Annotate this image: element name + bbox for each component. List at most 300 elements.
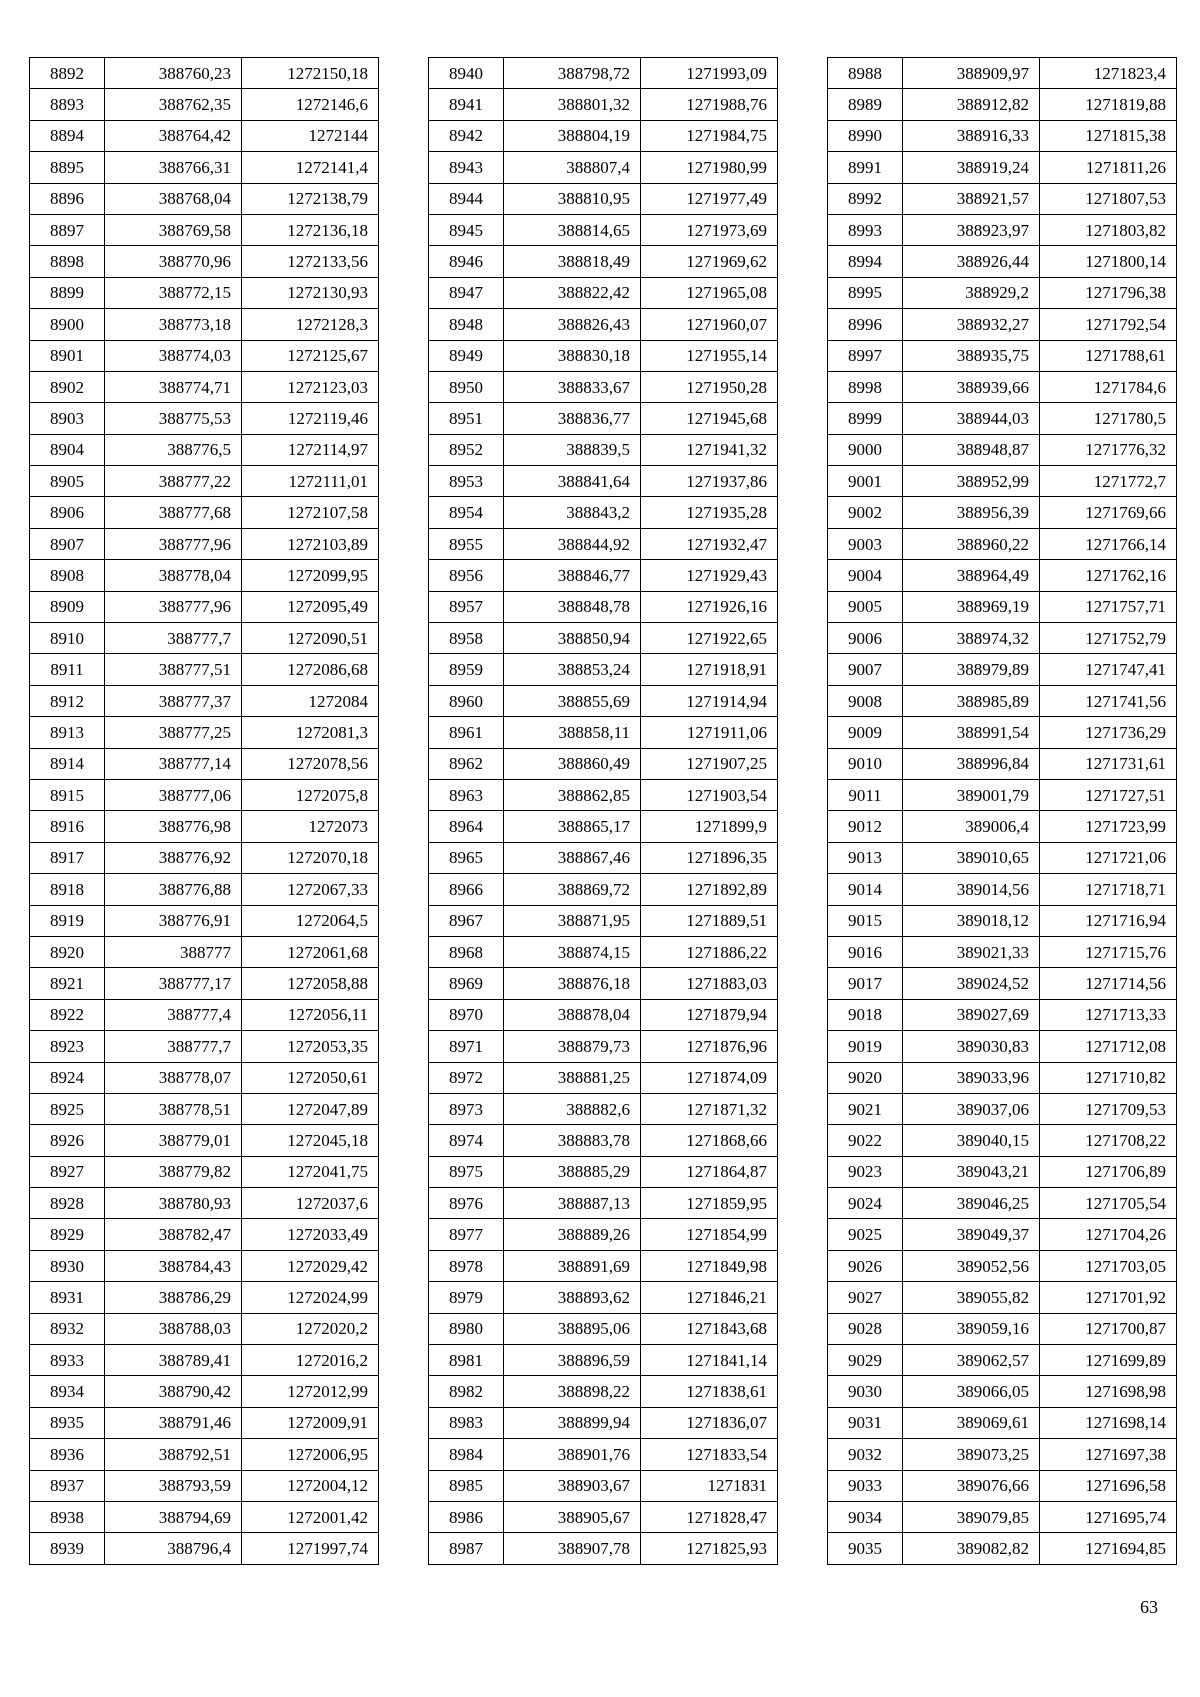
x-coordinate-cell: 388833,67 (504, 371, 641, 402)
table-row (828, 497, 1177, 528)
table-row (828, 1439, 1177, 1470)
table-row (30, 1439, 379, 1470)
table-row (429, 1533, 778, 1564)
x-coordinate-cell: 389040,15 (903, 1125, 1040, 1156)
x-coordinate-cell: 388777,06 (105, 779, 242, 810)
point-number-cell: 8912 (30, 685, 105, 716)
point-number-cell: 8990 (828, 120, 903, 151)
point-number-cell: 8921 (30, 968, 105, 999)
y-coordinate-cell: 1271741,56 (1040, 685, 1177, 716)
y-coordinate-cell: 1271704,26 (1040, 1219, 1177, 1250)
table-row (30, 528, 379, 559)
y-coordinate-cell: 1272141,4 (242, 152, 379, 183)
x-coordinate-cell: 388907,78 (504, 1533, 641, 1564)
table-row (828, 811, 1177, 842)
y-coordinate-cell: 1271993,09 (641, 58, 778, 89)
x-coordinate-cell: 388996,84 (903, 748, 1040, 779)
point-number-cell: 8994 (828, 246, 903, 277)
table-row (30, 1156, 379, 1187)
x-coordinate-cell: 388848,78 (504, 591, 641, 622)
table-row (429, 1439, 778, 1470)
y-coordinate-cell: 1272006,95 (242, 1439, 379, 1470)
y-coordinate-cell: 1272133,56 (242, 246, 379, 277)
table-row (828, 1031, 1177, 1062)
coordinate-table-3 (827, 57, 1177, 1565)
y-coordinate-cell: 1272061,68 (242, 936, 379, 967)
point-number-cell: 8985 (429, 1470, 504, 1501)
point-number-cell: 8964 (429, 811, 504, 842)
y-coordinate-cell: 1271721,06 (1040, 842, 1177, 873)
y-coordinate-cell: 1272029,42 (242, 1250, 379, 1281)
x-coordinate-cell: 388935,75 (903, 340, 1040, 371)
y-coordinate-cell: 1272125,67 (242, 340, 379, 371)
x-coordinate-cell: 388774,71 (105, 371, 242, 402)
coordinate-table-1 (29, 57, 379, 1565)
point-number-cell: 8945 (429, 214, 504, 245)
table-row (30, 246, 379, 277)
point-number-cell: 8954 (429, 497, 504, 528)
table-row (429, 623, 778, 654)
y-coordinate-cell: 1272073 (242, 811, 379, 842)
table-row (828, 528, 1177, 559)
point-number-cell: 8971 (429, 1031, 504, 1062)
table-row (828, 842, 1177, 873)
x-coordinate-cell: 388991,54 (903, 717, 1040, 748)
table-row (828, 1313, 1177, 1344)
y-coordinate-cell: 1271846,21 (641, 1282, 778, 1313)
x-coordinate-cell: 388853,24 (504, 654, 641, 685)
y-coordinate-cell: 1272128,3 (242, 309, 379, 340)
table-row (30, 1470, 379, 1501)
point-number-cell: 8980 (429, 1313, 504, 1344)
x-coordinate-cell: 389014,56 (903, 874, 1040, 905)
x-coordinate-cell: 388879,73 (504, 1031, 641, 1062)
point-number-cell: 8949 (429, 340, 504, 371)
y-coordinate-cell: 1272084 (242, 685, 379, 716)
x-coordinate-cell: 388850,94 (504, 623, 641, 654)
point-number-cell: 8941 (429, 89, 504, 120)
y-coordinate-cell: 1271757,71 (1040, 591, 1177, 622)
point-number-cell: 8952 (429, 434, 504, 465)
point-number-cell: 8950 (429, 371, 504, 402)
point-number-cell: 8927 (30, 1156, 105, 1187)
y-coordinate-cell: 1271955,14 (641, 340, 778, 371)
table-row (30, 434, 379, 465)
table-row (30, 497, 379, 528)
point-number-cell: 8932 (30, 1313, 105, 1344)
table-row (429, 89, 778, 120)
table-row (429, 936, 778, 967)
point-number-cell: 8942 (429, 120, 504, 151)
point-number-cell: 8894 (30, 120, 105, 151)
y-coordinate-cell: 1271854,99 (641, 1219, 778, 1250)
point-number-cell: 9013 (828, 842, 903, 873)
point-number-cell: 8928 (30, 1188, 105, 1219)
x-coordinate-cell: 389033,96 (903, 1062, 1040, 1093)
x-coordinate-cell: 388869,72 (504, 874, 641, 905)
x-coordinate-cell: 389046,25 (903, 1188, 1040, 1219)
x-coordinate-cell: 388807,4 (504, 152, 641, 183)
table-row (30, 1219, 379, 1250)
y-coordinate-cell: 1271889,51 (641, 905, 778, 936)
x-coordinate-cell: 388801,32 (504, 89, 641, 120)
table-row (429, 434, 778, 465)
table-row (828, 120, 1177, 151)
point-number-cell: 9000 (828, 434, 903, 465)
point-number-cell: 9012 (828, 811, 903, 842)
y-coordinate-cell: 1271715,76 (1040, 936, 1177, 967)
table-row (30, 842, 379, 873)
y-coordinate-cell: 1271710,82 (1040, 1062, 1177, 1093)
point-number-cell: 8956 (429, 560, 504, 591)
x-coordinate-cell: 388776,92 (105, 842, 242, 873)
table-row (429, 560, 778, 591)
y-coordinate-cell: 1272075,8 (242, 779, 379, 810)
point-number-cell: 8961 (429, 717, 504, 748)
y-coordinate-cell: 1272041,75 (242, 1156, 379, 1187)
table-row (30, 654, 379, 685)
x-coordinate-cell: 389030,83 (903, 1031, 1040, 1062)
x-coordinate-cell: 388764,42 (105, 120, 242, 151)
x-coordinate-cell: 388818,49 (504, 246, 641, 277)
y-coordinate-cell: 1272033,49 (242, 1219, 379, 1250)
y-coordinate-cell: 1271883,03 (641, 968, 778, 999)
x-coordinate-cell: 388878,04 (504, 999, 641, 1030)
table-row (30, 874, 379, 905)
x-coordinate-cell: 388777,51 (105, 654, 242, 685)
y-coordinate-cell: 1272095,49 (242, 591, 379, 622)
y-coordinate-cell: 1271788,61 (1040, 340, 1177, 371)
y-coordinate-cell: 1271752,79 (1040, 623, 1177, 654)
y-coordinate-cell: 1271784,6 (1040, 371, 1177, 402)
y-coordinate-cell: 1272123,03 (242, 371, 379, 402)
table-row (429, 999, 778, 1030)
point-number-cell: 8908 (30, 560, 105, 591)
point-number-cell: 9009 (828, 717, 903, 748)
table-row (828, 246, 1177, 277)
y-coordinate-cell: 1272009,91 (242, 1407, 379, 1438)
table-row (429, 654, 778, 685)
y-coordinate-cell: 1272130,93 (242, 277, 379, 308)
y-coordinate-cell: 1271922,65 (641, 623, 778, 654)
y-coordinate-cell: 1271849,98 (641, 1250, 778, 1281)
y-coordinate-cell: 1272081,3 (242, 717, 379, 748)
x-coordinate-cell: 388952,99 (903, 466, 1040, 497)
y-coordinate-cell: 1271907,25 (641, 748, 778, 779)
point-number-cell: 8939 (30, 1533, 105, 1564)
point-number-cell: 8917 (30, 842, 105, 873)
table-row (429, 466, 778, 497)
x-coordinate-cell: 388830,18 (504, 340, 641, 371)
table-row (429, 58, 778, 89)
table-row (30, 1093, 379, 1124)
point-number-cell: 8904 (30, 434, 105, 465)
x-coordinate-cell: 388777,22 (105, 466, 242, 497)
table-row (828, 936, 1177, 967)
table-row (429, 497, 778, 528)
point-number-cell: 8938 (30, 1501, 105, 1532)
x-coordinate-cell: 388780,93 (105, 1188, 242, 1219)
table-row (828, 905, 1177, 936)
point-number-cell: 8975 (429, 1156, 504, 1187)
y-coordinate-cell: 1271698,98 (1040, 1376, 1177, 1407)
x-coordinate-cell: 388932,27 (903, 309, 1040, 340)
point-number-cell: 8933 (30, 1345, 105, 1376)
y-coordinate-cell: 1271694,85 (1040, 1533, 1177, 1564)
x-coordinate-cell: 388916,33 (903, 120, 1040, 151)
table-row (30, 309, 379, 340)
point-number-cell: 8991 (828, 152, 903, 183)
table-row (828, 434, 1177, 465)
point-number-cell: 9015 (828, 905, 903, 936)
point-number-cell: 8959 (429, 654, 504, 685)
table-row (828, 1533, 1177, 1564)
point-number-cell: 8909 (30, 591, 105, 622)
point-number-cell: 8983 (429, 1407, 504, 1438)
x-coordinate-cell: 388882,6 (504, 1093, 641, 1124)
table-row (828, 623, 1177, 654)
point-number-cell: 8984 (429, 1439, 504, 1470)
y-coordinate-cell: 1271950,28 (641, 371, 778, 402)
y-coordinate-cell: 1271965,08 (641, 277, 778, 308)
point-number-cell: 8907 (30, 528, 105, 559)
x-coordinate-cell: 388909,97 (903, 58, 1040, 89)
table-row (429, 1250, 778, 1281)
point-number-cell: 8896 (30, 183, 105, 214)
y-coordinate-cell: 1271914,94 (641, 685, 778, 716)
page-number: 63 (1140, 1597, 1158, 1617)
point-number-cell: 8929 (30, 1219, 105, 1250)
x-coordinate-cell: 388885,29 (504, 1156, 641, 1187)
point-number-cell: 8947 (429, 277, 504, 308)
x-coordinate-cell: 388979,89 (903, 654, 1040, 685)
y-coordinate-cell: 1272086,68 (242, 654, 379, 685)
point-number-cell: 8966 (429, 874, 504, 905)
x-coordinate-cell: 389001,79 (903, 779, 1040, 810)
table-row (30, 1533, 379, 1564)
x-coordinate-cell: 388895,06 (504, 1313, 641, 1344)
table-row (828, 1156, 1177, 1187)
x-coordinate-cell: 388814,65 (504, 214, 641, 245)
point-number-cell: 8973 (429, 1093, 504, 1124)
point-number-cell: 8965 (429, 842, 504, 873)
x-coordinate-cell: 388839,5 (504, 434, 641, 465)
x-coordinate-cell: 388903,67 (504, 1470, 641, 1501)
y-coordinate-cell: 1271977,49 (641, 183, 778, 214)
table-row (30, 1407, 379, 1438)
x-coordinate-cell: 388896,59 (504, 1345, 641, 1376)
point-number-cell: 8972 (429, 1062, 504, 1093)
y-coordinate-cell: 1271705,54 (1040, 1188, 1177, 1219)
point-number-cell: 9018 (828, 999, 903, 1030)
table-row (429, 340, 778, 371)
point-number-cell: 9024 (828, 1188, 903, 1219)
coordinate-table-2 (428, 57, 778, 1565)
table-row (429, 1125, 778, 1156)
table-row (30, 1313, 379, 1344)
table-row (828, 1219, 1177, 1250)
point-number-cell: 9032 (828, 1439, 903, 1470)
table-row (828, 340, 1177, 371)
table-row (828, 183, 1177, 214)
point-number-cell: 8902 (30, 371, 105, 402)
point-number-cell: 9021 (828, 1093, 903, 1124)
point-number-cell: 8997 (828, 340, 903, 371)
y-coordinate-cell: 1271899,9 (641, 811, 778, 842)
point-number-cell: 9007 (828, 654, 903, 685)
x-coordinate-cell: 388790,42 (105, 1376, 242, 1407)
table-row (429, 968, 778, 999)
table-row (429, 246, 778, 277)
x-coordinate-cell: 388855,69 (504, 685, 641, 716)
x-coordinate-cell: 388843,2 (504, 497, 641, 528)
point-number-cell: 8993 (828, 214, 903, 245)
table-row (429, 591, 778, 622)
x-coordinate-cell: 388786,29 (105, 1282, 242, 1313)
x-coordinate-cell: 388798,72 (504, 58, 641, 89)
point-number-cell: 9030 (828, 1376, 903, 1407)
y-coordinate-cell: 1271731,61 (1040, 748, 1177, 779)
point-number-cell: 8986 (429, 1501, 504, 1532)
x-coordinate-cell: 388836,77 (504, 403, 641, 434)
x-coordinate-cell: 388777,68 (105, 497, 242, 528)
table-row (828, 466, 1177, 497)
point-number-cell: 8958 (429, 623, 504, 654)
x-coordinate-cell: 388777,37 (105, 685, 242, 716)
y-coordinate-cell: 1271713,33 (1040, 999, 1177, 1030)
table-row (828, 1062, 1177, 1093)
table-row (429, 214, 778, 245)
point-number-cell: 8911 (30, 654, 105, 685)
point-number-cell: 8989 (828, 89, 903, 120)
point-number-cell: 8992 (828, 183, 903, 214)
y-coordinate-cell: 1272114,97 (242, 434, 379, 465)
x-coordinate-cell: 388865,17 (504, 811, 641, 842)
table-row (429, 1031, 778, 1062)
y-coordinate-cell: 1271960,07 (641, 309, 778, 340)
x-coordinate-cell: 388776,98 (105, 811, 242, 842)
x-coordinate-cell: 388929,2 (903, 277, 1040, 308)
point-number-cell: 9016 (828, 936, 903, 967)
y-coordinate-cell: 1271780,5 (1040, 403, 1177, 434)
point-number-cell: 9006 (828, 623, 903, 654)
point-number-cell: 9025 (828, 1219, 903, 1250)
point-number-cell: 8905 (30, 466, 105, 497)
point-number-cell: 8970 (429, 999, 504, 1030)
table-row (828, 654, 1177, 685)
point-number-cell: 8931 (30, 1282, 105, 1313)
point-number-cell: 8979 (429, 1282, 504, 1313)
x-coordinate-cell: 388777,4 (105, 999, 242, 1030)
y-coordinate-cell: 1271838,61 (641, 1376, 778, 1407)
table-row (429, 1062, 778, 1093)
table-row (429, 1282, 778, 1313)
y-coordinate-cell: 1272111,01 (242, 466, 379, 497)
x-coordinate-cell: 388887,13 (504, 1188, 641, 1219)
x-coordinate-cell: 389049,37 (903, 1219, 1040, 1250)
table-row (828, 403, 1177, 434)
y-coordinate-cell: 1271911,06 (641, 717, 778, 748)
point-number-cell: 9005 (828, 591, 903, 622)
point-number-cell: 9031 (828, 1407, 903, 1438)
table-row (30, 560, 379, 591)
x-coordinate-cell: 388778,04 (105, 560, 242, 591)
table-row (30, 371, 379, 402)
point-number-cell: 8913 (30, 717, 105, 748)
y-coordinate-cell: 1271706,89 (1040, 1156, 1177, 1187)
y-coordinate-cell: 1271831 (641, 1470, 778, 1501)
table-row (30, 905, 379, 936)
y-coordinate-cell: 1271723,99 (1040, 811, 1177, 842)
y-coordinate-cell: 1272016,2 (242, 1345, 379, 1376)
y-coordinate-cell: 1271700,87 (1040, 1313, 1177, 1344)
point-number-cell: 8930 (30, 1250, 105, 1281)
table-row (828, 779, 1177, 810)
table-row (828, 1093, 1177, 1124)
x-coordinate-cell: 388876,18 (504, 968, 641, 999)
x-coordinate-cell: 388926,44 (903, 246, 1040, 277)
table-row (30, 1376, 379, 1407)
x-coordinate-cell: 388762,35 (105, 89, 242, 120)
table-row (828, 1501, 1177, 1532)
y-coordinate-cell: 1272138,79 (242, 183, 379, 214)
x-coordinate-cell: 388974,32 (903, 623, 1040, 654)
x-coordinate-cell: 388777,7 (105, 623, 242, 654)
point-number-cell: 8948 (429, 309, 504, 340)
table-row (30, 1282, 379, 1313)
table-row (429, 811, 778, 842)
x-coordinate-cell: 389055,82 (903, 1282, 1040, 1313)
table-row (828, 58, 1177, 89)
point-number-cell: 9001 (828, 466, 903, 497)
point-number-cell: 9023 (828, 1156, 903, 1187)
y-coordinate-cell: 1271836,07 (641, 1407, 778, 1438)
table-row (429, 1156, 778, 1187)
point-number-cell: 8977 (429, 1219, 504, 1250)
x-coordinate-cell: 388777,96 (105, 528, 242, 559)
table-row (429, 717, 778, 748)
point-number-cell: 8926 (30, 1125, 105, 1156)
y-coordinate-cell: 1271714,56 (1040, 968, 1177, 999)
point-number-cell: 8946 (429, 246, 504, 277)
point-number-cell: 9026 (828, 1250, 903, 1281)
y-coordinate-cell: 1271871,32 (641, 1093, 778, 1124)
x-coordinate-cell: 388792,51 (105, 1439, 242, 1470)
y-coordinate-cell: 1271800,14 (1040, 246, 1177, 277)
x-coordinate-cell: 388788,03 (105, 1313, 242, 1344)
point-number-cell: 8914 (30, 748, 105, 779)
table-row (828, 371, 1177, 402)
y-coordinate-cell: 1271937,86 (641, 466, 778, 497)
y-coordinate-cell: 1271747,41 (1040, 654, 1177, 685)
x-coordinate-cell: 388778,07 (105, 1062, 242, 1093)
point-number-cell: 8944 (429, 183, 504, 214)
table-row (828, 89, 1177, 120)
x-coordinate-cell: 388867,46 (504, 842, 641, 873)
x-coordinate-cell: 388775,53 (105, 403, 242, 434)
y-coordinate-cell: 1271708,22 (1040, 1125, 1177, 1156)
y-coordinate-cell: 1271843,68 (641, 1313, 778, 1344)
x-coordinate-cell: 388778,51 (105, 1093, 242, 1124)
table-row (828, 152, 1177, 183)
y-coordinate-cell: 1271896,35 (641, 842, 778, 873)
point-number-cell: 8925 (30, 1093, 105, 1124)
y-coordinate-cell: 1272146,6 (242, 89, 379, 120)
x-coordinate-cell: 388779,01 (105, 1125, 242, 1156)
table-row (429, 277, 778, 308)
y-coordinate-cell: 1271828,47 (641, 1501, 778, 1532)
x-coordinate-cell: 389018,12 (903, 905, 1040, 936)
